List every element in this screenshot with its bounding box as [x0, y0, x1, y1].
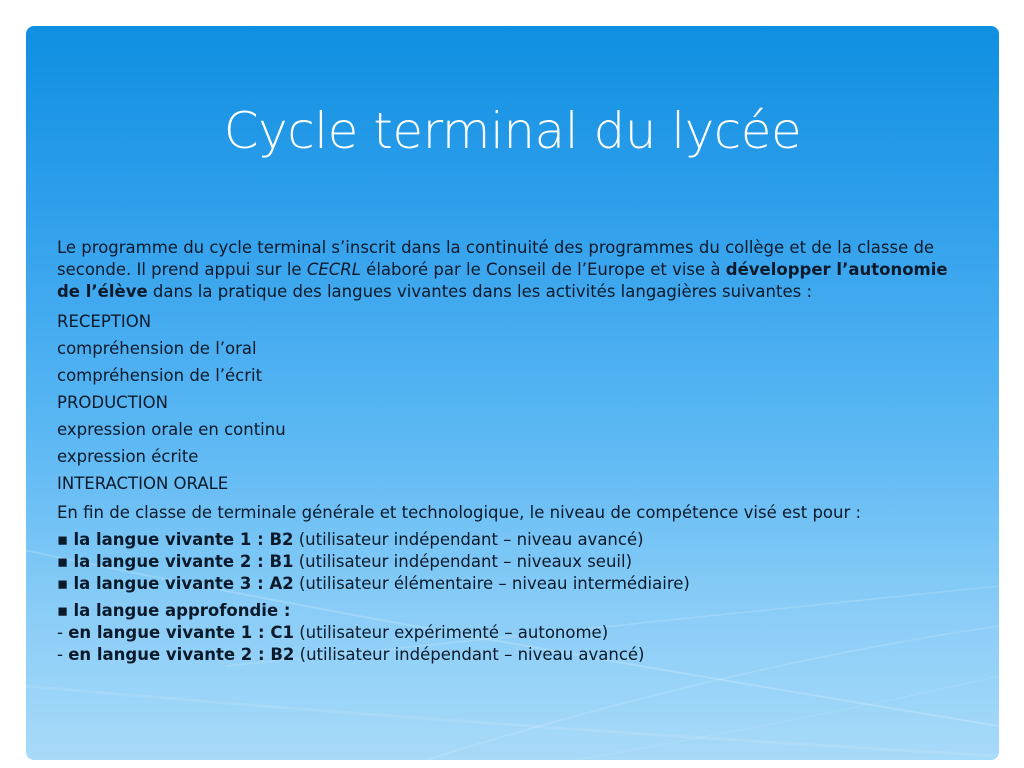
level-item	[57, 573, 962, 595]
level-label: la langue vivante 1 : B2	[73, 530, 294, 549]
slide-body	[57, 237, 962, 666]
dash-marker: -	[57, 645, 69, 664]
bullet-marker: ▪	[57, 601, 74, 620]
intro-paragraph	[57, 237, 962, 303]
approfondie-item	[57, 622, 962, 644]
slide-background	[26, 26, 999, 760]
level-item	[57, 529, 962, 551]
approfondie-label: la langue approfondie :	[73, 601, 291, 620]
intro-text-1: Le programme du cycle terminal s’inscrit dans la continuité des programmes du collège et de la classe de seconde. Il prend appui sur le	[57, 238, 935, 279]
activity-expression-ecrite: expression écrite	[57, 447, 199, 466]
level-intro-paragraph: En fin de classe de terminale générale et technologique, le niveau de compétence visé est pour :	[57, 503, 862, 522]
activity-interaction-orale: INTERACTION ORALE	[57, 474, 229, 493]
dash-marker: -	[57, 623, 69, 642]
level-label: la langue vivante 3 : A2	[73, 574, 294, 593]
approfondie-item-label: en langue vivante 1 : C1	[68, 623, 294, 642]
level-desc: (utilisateur indépendant – niveau avancé)	[293, 530, 644, 549]
intro-cecrl: CECRL	[306, 260, 361, 279]
slide-title: Cycle terminal du lycée	[223, 102, 802, 160]
bullet-marker: ▪	[57, 530, 74, 549]
approfondie-item-desc: (utilisateur expérimenté – autonome)	[293, 623, 609, 642]
intro-text-3: dans la pratique des langues vivantes dans les activités langagières suivantes :	[147, 282, 813, 301]
approfondie-item-label: en langue vivante 2 : B2	[68, 645, 295, 664]
intro-text-2: élaboré par le Conseil de l’Europe et vise à	[360, 260, 726, 279]
approfondie-item	[57, 644, 962, 666]
level-desc: (utilisateur indépendant – niveaux seuil)	[293, 552, 633, 571]
bullet-marker: ▪	[57, 552, 74, 571]
approfondie-heading	[57, 600, 962, 622]
activity-expression-orale: expression orale en continu	[57, 420, 286, 439]
activity-production: PRODUCTION	[57, 393, 168, 412]
activity-reception: RECEPTION	[57, 312, 152, 331]
bullet-marker: ▪	[57, 574, 74, 593]
level-desc: (utilisateur élémentaire – niveau intermédiaire)	[293, 574, 690, 593]
level-item	[57, 551, 962, 573]
activity-comprehension-ecrit: compréhension de l’écrit	[57, 366, 263, 385]
intro-bold: développer l’autonomie de l’élève	[57, 260, 948, 301]
activity-comprehension-oral: compréhension de l’oral	[57, 339, 257, 358]
level-label: la langue vivante 2 : B1	[73, 552, 294, 571]
approfondie-item-desc: (utilisateur indépendant – niveau avancé)	[294, 645, 645, 664]
